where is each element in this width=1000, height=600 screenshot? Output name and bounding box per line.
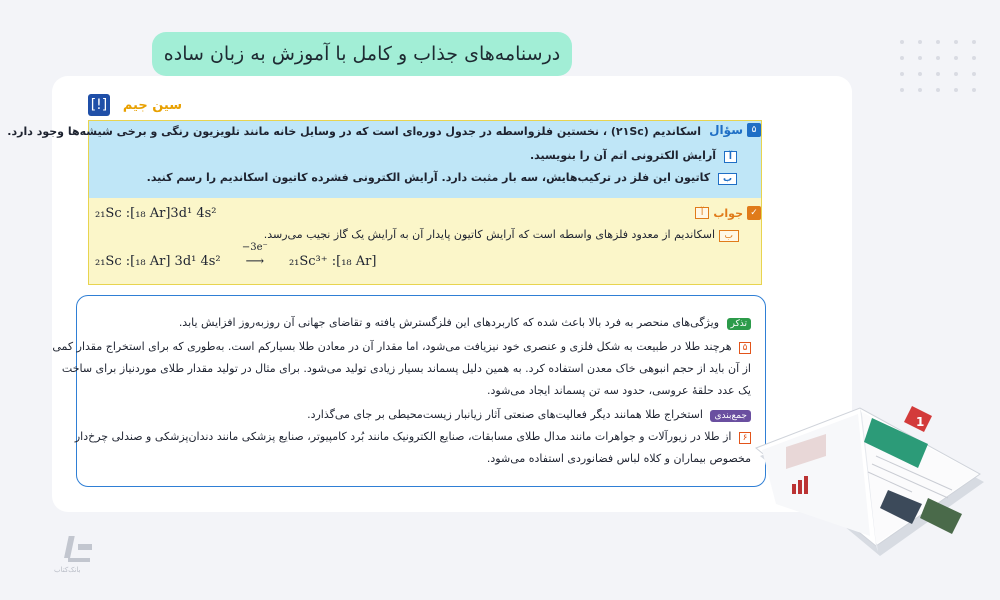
question-label: سؤال [709,123,743,137]
notes-line-2 [52,340,751,354]
section-label: سین جیم [122,98,182,113]
notes-line-7: مخصوص بیماران و کلاه لباس فضانوردی استفاده می‌شود. [486,452,751,465]
answer-label: جواب [713,206,743,220]
notes-box [52,295,766,487]
answer-tag [695,206,761,220]
answer-line-2-text: اسکاندیم از معدود فلزهای واسطه است که آرایش کاتیون پایدار آن به آرایش یک گاز نجیب می‌رسد. [263,228,716,241]
answer-box [88,198,762,285]
page-title: درسنامه‌های جذاب و کامل با آموزش به زبان ساده [152,32,572,76]
arrow-label: −3e⁻ [241,242,268,253]
book-chapter-badge [916,415,924,429]
answer-check-icon: ✓ [747,206,761,220]
sub-question-b-badge: ب [718,173,737,185]
summary-tag: جمع‌بندی [710,410,751,422]
question-line-3-text: کاتیون این فلز در ترکیب‌هایش، سه بار مثبت دارد. آرایش الکترونی فشرده کاتیون اسکاندیم را رسم کنید. [146,171,711,184]
question-line-2 [530,149,737,163]
question-number-badge: ۵ [747,123,761,137]
brand-name: بانک‌کتاب [54,566,81,574]
answer-b-badge: ب [719,230,739,242]
formula-2-right: ₂₁Sc³⁺ :[₁₈ Ar] [288,254,377,269]
reaction-arrow [225,242,285,269]
notes-line-3: از آن باید از حجم انبوهی خاک معدن استفاده کرد. به همین دلیل پسماند بسیار زیادی تولید می‌شود. برای مثال در تولید مقدار طلای موردنیاز برای ساخت [61,362,751,375]
question-line-1: اسکاندیم (۲۱Sc) ، نخستین فلزواسطه در جدول دوره‌ای است که در وسایل خانه مانند تلویزیون رنگی و برخی شیشه‌ها وجود دارد. [7,125,701,138]
notes-line-6-text: از طلا در زیورآلات و جواهرات مانند مدال طلای مسابقات، صنایع الکترونیک مانند بُرد کامپیوتر، صنایع پزشکی مانند دندان‌پزشکی و صندلی چرخ‌دار [74,430,732,443]
notes-line-1-text: ویژگی‌های منحصر به فرد بالا باعث شده که کاربردهای این فلزگسترش یافته و تقاضای جهانی آن روزبه‌روز افزایش یابد. [178,316,720,329]
question-line-2-text: آرایش الکترونی اتم آن را بنویسید. [529,149,717,162]
question-box [7,120,762,200]
remember-tag: تذکر [727,318,751,330]
answer-formula-1: ₂₁Sc :[₁₈ Ar]3d¹ 4s² [95,206,217,221]
item-6-badge: ۶ [739,432,751,444]
section-header [88,94,760,120]
notes-line-2-text: هرچند طلا در طبیعت به شکل فلزی و عنصری خود نیزیافت می‌شود، اما مقدار آن در معادن طلا بسیارکم است. به‌طوری که برای استخراج مقدار کمی [52,340,732,353]
sub-question-a-badge: آ [724,151,737,163]
notes-line-1 [179,316,751,330]
chapter-number: 1 [916,415,925,429]
notes-line-4: یک عدد حلقهٔ عروسی، حدود سه تن پسماند ایجاد می‌شود. [487,384,751,397]
arrow-icon: ⟶ [245,254,265,269]
decorative-dots [900,40,978,92]
formula-2-left: ₂₁Sc :[₁₈ Ar] 3d¹ 4s² [95,254,221,269]
notes-line-6 [75,430,751,444]
item-5-badge: ۵ [739,342,751,354]
book-illustration [752,386,988,576]
question-tag [709,123,761,137]
answer-line-2 [264,228,739,242]
question-line-3 [147,171,737,185]
answer-a-badge: آ [695,207,710,219]
question-mark-icon: [!] [88,94,110,116]
answer-formula-2 [95,242,377,269]
notes-line-5-text: استخراج طلا همانند دیگر فعالیت‌های صنعتی آثار زیانبار زیست‌محیطی بر جای می‌گذارد. [307,408,703,421]
notes-line-5 [307,408,751,422]
